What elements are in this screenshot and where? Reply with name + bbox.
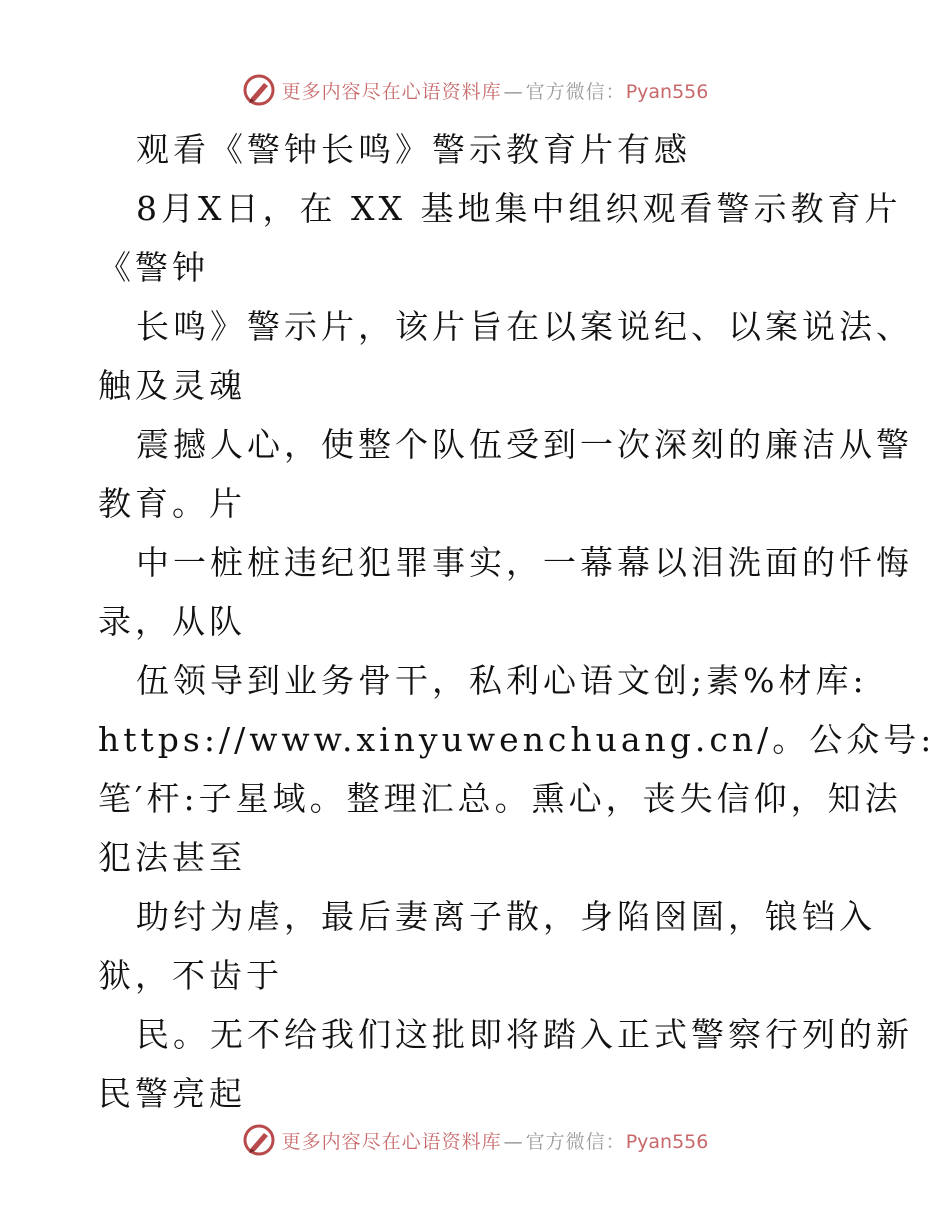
paragraph-line: 震撼人心，使整个队伍受到一次深刻的廉洁从警 [136,425,913,464]
footer-banner [0,1120,950,1160]
banner-contact-id: Pyan556 [625,1130,709,1153]
paragraph-line: 8月X日，在 XX 基地集中组织观看警示教育片 [136,189,902,228]
paragraph-line: 犯法甚至 [98,838,246,877]
paragraph-line: 民。无不给我们这批即将踏入正式警察行列的新 [136,1015,913,1054]
pen-logo-icon [242,73,276,107]
pen-logo-icon [242,1123,276,1157]
banner-text [282,77,709,104]
paragraph-line: 教育。片 [98,484,246,523]
document-title: 观看《警钟长鸣》警示教育片有感 [136,130,691,169]
banner-main-text: 更多内容尽在心语资料库 [281,1130,502,1153]
banner-contact-label: 官方微信： [525,1130,626,1153]
paragraph-line: 助纣为虐，最后妻离子散，身陷囹圄，锒铛入 [136,897,876,936]
banner-main-text: 更多内容尽在心语资料库 [281,80,502,103]
paragraph-line: 狱，不齿于 [98,956,283,995]
paragraph-line: 长鸣》警示片，该片旨在以案说纪、以案说法、 [136,307,913,346]
paragraph-line: 中一桩桩违纪犯罪事实，一幕幕以泪洗面的忏悔 [136,543,913,582]
banner-separator: — [503,1130,524,1153]
paragraph-line: https://www.xinyuwenchuang.cn/。公众号: [98,720,936,759]
paragraph-line: 触及灵魂 [98,366,246,405]
banner-contact-label: 官方微信： [525,80,626,103]
banner-separator: — [503,80,524,103]
document-body [98,120,936,1123]
header-banner [0,70,950,110]
banner-contact-id: Pyan556 [625,80,709,103]
paragraph-line: 录，从队 [98,602,246,641]
paragraph-line: 伍领导到业务骨干，私利心语文创;素%材库: [136,661,868,700]
paragraph-line: 民警亮起 [98,1074,246,1113]
paragraph-line: 笔′杆:子星域。整理汇总。熏心，丧失信仰，知法 [98,779,902,818]
banner-text [282,1127,709,1154]
paragraph-line: 《警钟 [98,248,209,287]
